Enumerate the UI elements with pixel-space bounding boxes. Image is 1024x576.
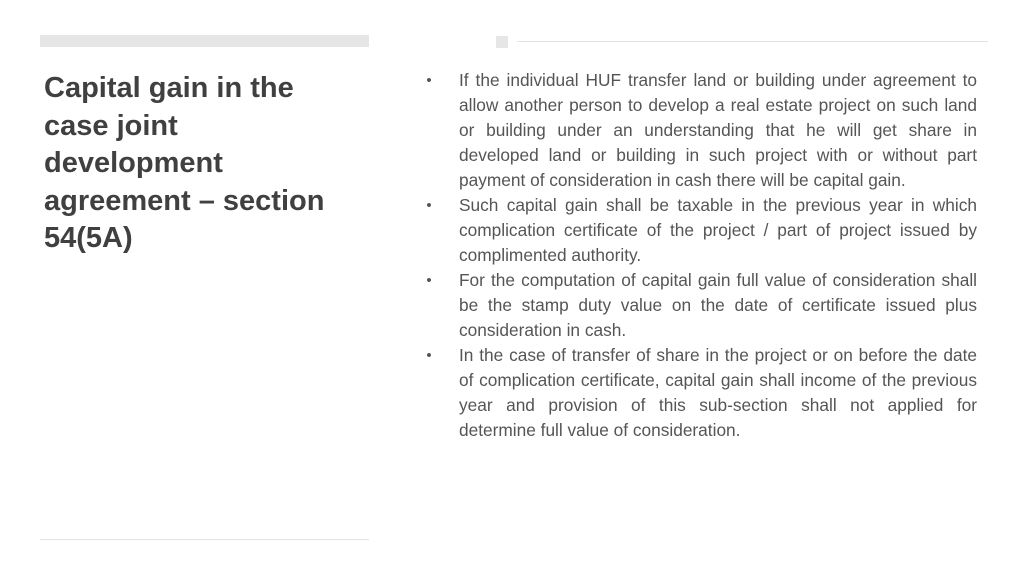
top-accent-square (496, 36, 508, 48)
bullet-list (418, 68, 977, 443)
bullet-item (418, 268, 977, 343)
bullet-text: In the case of transfer of share in the project or on before the date of complication certificate, capital gain shall income of the previous year and provision of this sub-section shall not applied for determine full value of consideration. (459, 345, 977, 440)
bullet-marker: • (426, 72, 432, 89)
bullet-text: Such capital gain shall be taxable in the previous year in which complication certificate of the project / part of project issued by complimented authority. (459, 195, 977, 265)
bullet-item (418, 193, 977, 268)
bullet-marker: • (426, 197, 432, 214)
bullet-item (418, 343, 977, 443)
bottom-left-divider (40, 539, 369, 540)
bullet-text: For the computation of capital gain full value of consideration shall be the stamp duty value on the date of certificate issued plus consideration in cash. (459, 270, 977, 340)
bullet-marker: • (426, 347, 432, 364)
bullet-marker: • (426, 272, 432, 289)
slide-title: Capital gain in the case joint development agreement – section 54(5A) (44, 72, 325, 254)
bullet-item (418, 68, 977, 193)
top-left-accent-bar (40, 35, 369, 47)
top-right-divider (517, 41, 988, 42)
bullet-text: If the individual HUF transfer land or building under agreement to allow another person to develop a real estate project on such land or building under an understanding that he will get share in developed land or building in such project with or without part payment of consideration in cash there will be capital gain. (459, 70, 977, 190)
